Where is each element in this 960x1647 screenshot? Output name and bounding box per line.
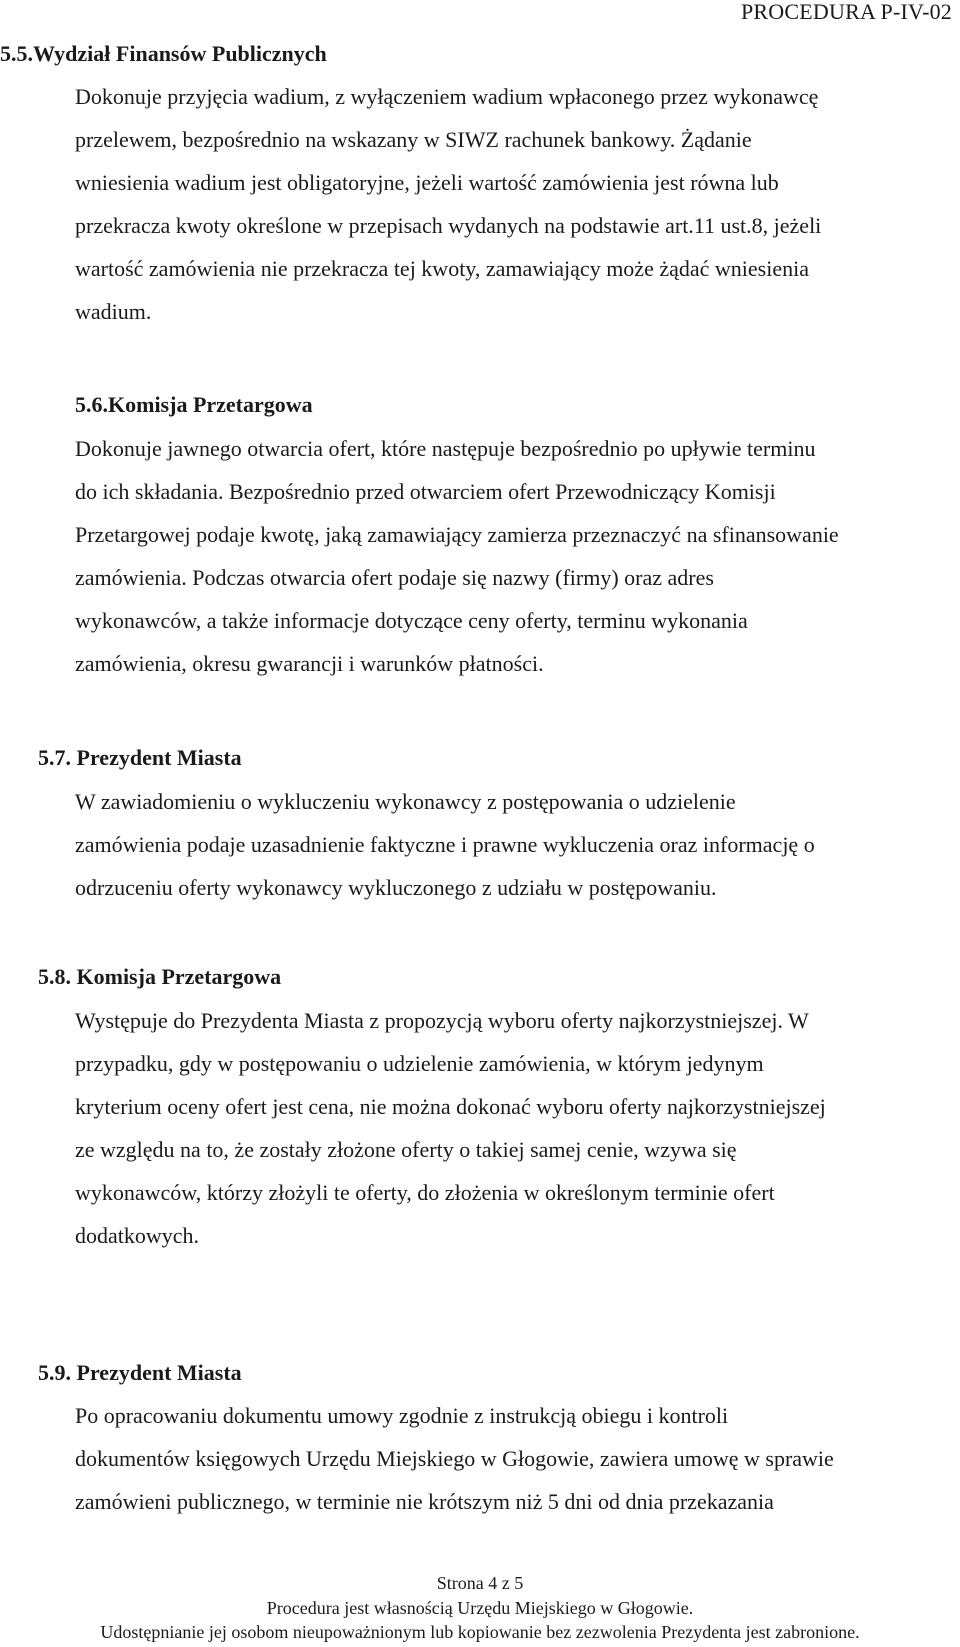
restriction-notice: Udostępnianie jej osobom nieupoważnionym lub kopiowanie bez zezwolenia Prezydenta jest zabronione. (100, 1622, 860, 1642)
section-heading: 5.7. Prezydent Miasta (38, 745, 242, 770)
paragraph-line: Dokonuje przyjęcia wadium, z wyłączeniem wadium wpłaconego przez wykonawcę (75, 84, 819, 109)
paragraph-line: przelewem, bezpośrednio na wskazany w SIWZ rachunek bankowy. Żądanie (75, 127, 752, 152)
section-heading: 5.6.Komisja Przetargowa (75, 392, 313, 417)
section-heading: 5.9. Prezydent Miasta (38, 1360, 242, 1385)
paragraph-line: do ich składania. Bezpośrednio przed otwarciem ofert Przewodniczący Komisji (75, 479, 776, 504)
paragraph-line: przypadku, gdy w postępowaniu o udzielenie zamówienia, w którym jedynym (75, 1051, 764, 1076)
section-heading: 5.5.Wydział Finansów Publicznych (0, 41, 327, 66)
paragraph-line: Występuje do Prezydenta Miasta z propozycją wyboru oferty najkorzystniejszej. W (75, 1008, 809, 1033)
procedure-code: PROCEDURA P-IV-02 (740, 0, 952, 24)
section-heading: 5.8. Komisja Przetargowa (38, 964, 282, 989)
page-number: Strona 4 z 5 (436, 1573, 524, 1593)
paragraph-line: wadium. (75, 299, 152, 324)
paragraph-line: W zawiadomieniu o wykluczeniu wykonawcy z postępowania o udzielenie (75, 789, 736, 814)
ownership-notice: Procedura jest własnością Urzędu Miejskiego w Głogowie. (266, 1598, 694, 1618)
paragraph-line: zamówienia, okresu gwarancji i warunków płatności. (75, 651, 544, 676)
paragraph-line: kryterium oceny ofert jest cena, nie można dokonać wyboru oferty najkorzystniejszej (75, 1094, 826, 1119)
paragraph-line: Przetargowej podaje kwotę, jaką zamawiający zamierza przeznaczyć na sfinansowanie (75, 522, 839, 547)
paragraph-line: przekracza kwoty określone w przepisach wydanych na podstawie art.11 ust.8, jeżeli (75, 213, 822, 238)
paragraph-line: wniesienia wadium jest obligatoryjne, jeżeli wartość zamówienia jest równa lub (75, 170, 779, 195)
paragraph-line: ze względu na to, że zostały złożone oferty o takiej samej cenie, wzywa się (75, 1137, 737, 1162)
paragraph-line: zamówienia podaje uzasadnienie faktyczne i prawne wykluczenia oraz informację o (75, 832, 815, 857)
paragraph-line: wykonawców, którzy złożyli te oferty, do złożenia w określonym terminie ofert (75, 1180, 775, 1205)
paragraph-line: zamówieni publicznego, w terminie nie krótszym niż 5 dni od dnia przekazania (75, 1489, 774, 1514)
paragraph-line: Po opracowaniu dokumentu umowy zgodnie z instrukcją obiegu i kontroli (75, 1403, 729, 1428)
paragraph-line: dodatkowych. (75, 1223, 200, 1248)
paragraph-line: zamówienia. Podczas otwarcia ofert podaje się nazwy (firmy) oraz adres (75, 565, 714, 590)
paragraph-line: Dokonuje jawnego otwarcia ofert, które następuje bezpośrednio po upływie terminu (75, 436, 816, 461)
paragraph-line: odrzuceniu oferty wykonawcy wykluczonego z udziału w postępowaniu. (75, 875, 717, 900)
paragraph-line: dokumentów księgowych Urzędu Miejskiego w Głogowie, zawiera umowę w sprawie (75, 1446, 834, 1471)
paragraph-line: wartość zamówienia nie przekracza tej kwoty, zamawiający może żądać wniesienia (75, 256, 809, 281)
paragraph-line: wykonawców, a także informacje dotyczące ceny oferty, terminu wykonania (75, 608, 748, 633)
